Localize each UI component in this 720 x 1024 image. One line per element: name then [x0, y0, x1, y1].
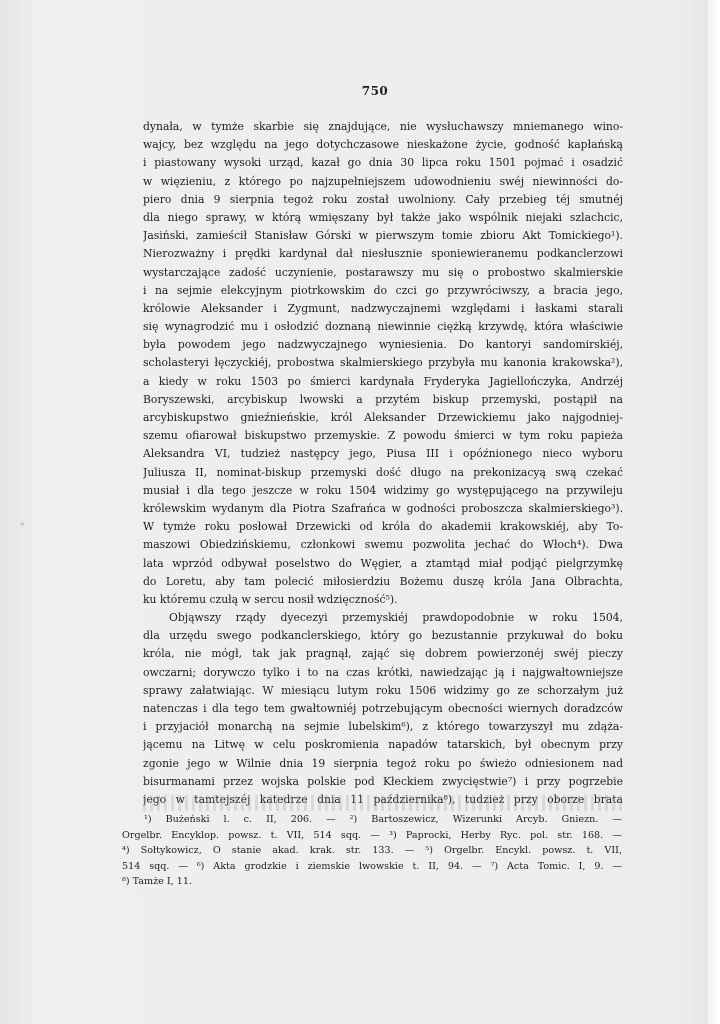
text-line: Objąwszy rządy dyecezyi przemyskiéj prawdopodobnie w roku 1504, [169, 611, 623, 625]
footnote-line: 514 sqq. — ⁶) Akta grodzkie i ziemskie lwowskie t. II, 94. — ⁷) Acta Tomic. I, 9. — [122, 860, 622, 872]
text-line: Aleksandra VI, tudzież następcy jego, Piusa III i opóźnionego nieco wyboru [143, 447, 623, 461]
text-line: w więzieniu, z którego po najzupełniejszem udowodnieniu swéj niewinności do- [143, 174, 623, 188]
text-line: piero dnia 9 sierpnia tegoż roku został uwolniony. Cały przebieg téj smutnéj [143, 192, 623, 206]
text-line: jego w tamtejszéj katedrze dnia 11 października⁸), tudzież przy oborze brata [143, 792, 623, 806]
text-line: i na sejmie elekcyjnym piotrkowskim do czci go przywróciwszy, a bracia jego, [143, 283, 623, 297]
text-line: ku któremu czułą w sercu nosił wdzięczność⁵). [143, 592, 398, 606]
text-line: owczarni; dorywczo tylko i to na czas krótki, nawiedzając ją i najgwałtowniejsze [143, 665, 623, 679]
text-line: wajcy, bez względu na jego dotychczasowe nieskażone życie, godność kapłańską [143, 138, 623, 152]
page-number: 750 [361, 84, 389, 98]
footnote-separator-bleedthrough [143, 795, 623, 811]
footnotes [122, 812, 622, 890]
text-line: królewskim wydanym dla Piotra Szafrańca w godności proboszcza skalmierskiego³). [143, 501, 623, 515]
margin-mark: * [20, 522, 25, 532]
footnote-line: ¹) Bużeński l. c. II, 206. — ²) Bartoszewicz, Wizerunki Arcyb. Gniezn. — [144, 814, 622, 825]
text-line: szemu ofiarował biskupstwo przemyskie. Z powodu śmierci w tym roku papieża [143, 429, 623, 443]
text-line: dla urzędu swego podkanclerskiego, który go bezustannie przykuwał do boku [143, 629, 623, 643]
text-line: natenczas i dla tego tem gwałtowniéj potrzebującym obecności wiernych doradzców [143, 702, 623, 715]
text-line: Boryszewski, arcybiskup lwowski a przytém biskup przemyski, postąpił na [143, 392, 623, 406]
text-line: była powodem jego nadzwyczajnego wyniesienia. Do kantoryi sandomirskiéj, [143, 338, 623, 352]
text-line: Jasiński, zamieścił Stanisław Górski w pierwszym tomie zbioru Akt Tomickiego¹). [143, 229, 623, 243]
text-line: się wynagrodzić mu i osłodzić doznaną niewinnie ciężką krzywdę, która właściwie [143, 320, 623, 334]
text-line: maszowi Obiedzińskiemu, członkowi swemu pozwolita jechać do Włoch⁴). Dwa [143, 538, 623, 552]
text-line: zgonie jego w Wilnie dnia 19 sierpnia tegoż roku po świeżo odniesionem nad [143, 756, 623, 770]
body-text [143, 118, 623, 809]
text-line: a kiedy w roku 1503 po śmierci kardynała Fryderyka Jagiellończyka, Andrzéj [143, 374, 623, 388]
footnote-line: Orgelbr. Encyklop. powsz. t. VII, 514 sqq. — ³) Paprocki, Herby Ryc. pol. str. 168. — [122, 829, 622, 841]
text-line: dynała, w tymże skarbie się znajdujące, nie wysłuchawszy mniemanego wino- [143, 120, 623, 133]
footnote-line: ⁸) Tamże I, 11. [122, 876, 193, 887]
text-line: lata wprzód odbywał poselstwo do Węgier, a ztamtąd miał podjąć pielgrzymkę [143, 556, 623, 570]
text-line: W tymże roku posłował Drzewicki od króla do akademii krakowskiéj, aby To- [143, 520, 623, 534]
text-line: jącemu na Litwę w celu poskromienia napadów tatarskich, był obecnym przy [143, 738, 623, 752]
text-line: króla, nie mógł, tak jak pragnął, zająć się dobrem powierzonéj swéj pieczy [143, 647, 623, 661]
text-line: i przyjaciół monarchą na sejmie lubelskim⁶), z którego towarzyszył mu zdąża- [143, 720, 623, 734]
text-line: sprawy załatwiając. W miesiącu lutym roku 1506 widzimy go ze schorzałym już [143, 683, 623, 697]
text-line: wystarczające zadość uczynienie, postarawszy mu się o probostwo skalmierskie [143, 265, 623, 279]
text-line: Juliusza II, nominat-biskup przemyski dość długo na prekonizacyą swą czekać [143, 465, 623, 479]
text-line: scholasteryi łęczyckiéj, probostwa skalmierskiego przybyła mu kanonia krakowska²), [143, 356, 623, 370]
text-line: bisurmanami przez wojska polskie pod Kłeckiem zwycięstwie⁷) i przy pogrzebie [143, 774, 623, 788]
page-edge [708, 0, 720, 1024]
text-line: musiał i dla tego jeszcze w roku 1504 widzimy go występującego na przywileju [143, 483, 623, 497]
text-line: i piastowany wysoki urząd, kazał go dnia 30 lipca roku 1501 pojmać i osadzić [143, 156, 623, 170]
text-line: dla niego sprawy, w którą wmięszany był także jako wspólnik niejaki szlachcic, [143, 210, 623, 224]
text-line: Nierozważny i prędki kardynał dał niesłusznie sponiewieranemu podkanclerzowi [143, 247, 623, 261]
text-line: do Loretu, aby tam polecić miłosierdziu Bożemu duszę króla Jana Olbrachta, [143, 574, 623, 588]
text-line: arcybiskupstwo gnieźnieńskie, król Aleksander Drzewickiemu jako najgodniej- [143, 411, 623, 424]
footnote-line: ⁴) Sołtykowicz, O stanie akad. krak. str. 133. — ⁵) Orgelbr. Encykl. powsz. t. VII, [122, 845, 622, 856]
text-line: królowie Aleksander i Zygmunt, nadzwyczajnemi względami i łaskami starali [143, 301, 623, 315]
